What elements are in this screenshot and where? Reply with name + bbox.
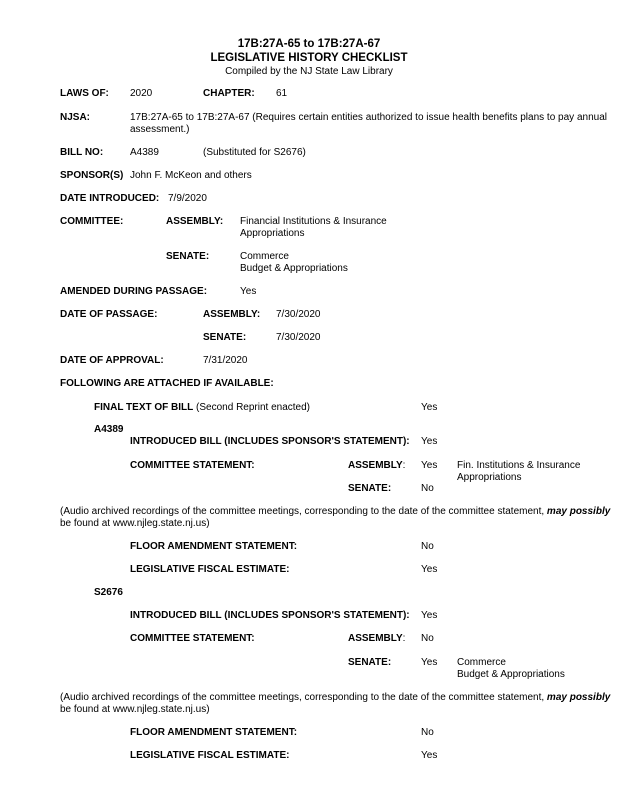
committee-senate-label: SENATE:	[166, 251, 210, 262]
bill-no-value: A4389	[130, 147, 159, 158]
audio-note-2-line-2: be found at www.njleg.state.nj.us)	[60, 704, 210, 715]
a4389-assembly-note-2: Appropriations	[457, 472, 522, 483]
a4389-fiscal-label: LEGISLATIVE FISCAL ESTIMATE:	[130, 564, 290, 575]
s2676-assembly-value: No	[421, 633, 434, 644]
amended-label: AMENDED DURING PASSAGE:	[60, 286, 208, 297]
date-of-passage-label: DATE OF PASSAGE:	[60, 309, 158, 320]
a4389-introduced-label: INTRODUCED BILL (INCLUDES SPONSOR'S STATEMENT):	[130, 436, 410, 447]
committee-senate-1: Commerce	[240, 251, 289, 262]
s2676-senate-note-2: Budget & Appropriations	[457, 669, 565, 680]
date-introduced-value: 7/9/2020	[168, 193, 207, 204]
final-text-row	[94, 402, 310, 414]
final-text-note: (Second Reprint enacted)	[193, 402, 310, 413]
a4389-floor-value: No	[421, 541, 434, 552]
sponsor-value: John F. McKeon and others	[130, 170, 252, 181]
s2676-floor-value: No	[421, 727, 434, 738]
njsa-line-1: 17B:27A-65 to 17B:27A-67 (Requires certain entities authorized to issue health benefits plans to pay annual	[130, 112, 607, 123]
a4389-assembly-value: Yes	[421, 460, 438, 471]
audio-note-1	[60, 506, 610, 518]
passage-senate-label: SENATE:	[203, 332, 247, 343]
date-introduced-label: DATE INTRODUCED:	[60, 193, 160, 204]
s2676-introduced-label: INTRODUCED BILL (INCLUDES SPONSOR'S STATEMENT):	[130, 610, 410, 621]
a4389-committee-label: COMMITTEE STATEMENT:	[130, 460, 255, 471]
final-text-value: Yes	[421, 402, 438, 413]
s2676-label: S2676	[94, 587, 123, 598]
a4389-fiscal-value: Yes	[421, 564, 438, 575]
njsa-line-2: assessment.)	[130, 124, 190, 135]
committee-assembly-2: Appropriations	[240, 228, 305, 239]
audio-note-2-text: (Audio archived recordings of the committee meetings, corresponding to the date of the committee statement,	[60, 692, 547, 703]
page-subtitle: LEGISLATIVE HISTORY CHECKLIST	[210, 52, 408, 64]
s2676-fiscal-label: LEGISLATIVE FISCAL ESTIMATE:	[130, 750, 290, 761]
committee-label: COMMITTEE:	[60, 216, 124, 227]
audio-note-2-emph: may possibly	[546, 692, 611, 703]
laws-of-year: 2020	[130, 88, 153, 99]
audio-note-2	[60, 692, 610, 704]
compiled-by: Compiled by the NJ State Law Library	[225, 66, 393, 77]
passage-assembly-date: 7/30/2020	[276, 309, 321, 320]
a4389-assembly-colon: :	[402, 460, 406, 471]
attached-heading: FOLLOWING ARE ATTACHED IF AVAILABLE:	[60, 378, 274, 389]
audio-note-1-text: (Audio archived recordings of the committee meetings, corresponding to the date of the committee statement,	[60, 506, 547, 517]
bill-no-label: BILL NO:	[60, 147, 104, 158]
s2676-introduced-value: Yes	[421, 610, 438, 621]
a4389-label: A4389	[94, 424, 124, 435]
s2676-senate-label: SENATE:	[348, 657, 392, 668]
chapter-label: CHAPTER:	[203, 88, 255, 99]
s2676-senate-value: Yes	[421, 657, 438, 668]
committee-senate-2: Budget & Appropriations	[240, 263, 348, 274]
date-of-approval-value: 7/31/2020	[203, 355, 248, 366]
amended-value: Yes	[240, 286, 257, 297]
laws-of-label: LAWS OF:	[60, 88, 109, 99]
s2676-fiscal-value: Yes	[421, 750, 438, 761]
substituted-for: (Substituted for S2676)	[203, 147, 306, 158]
chapter-value: 61	[276, 88, 288, 99]
page-title: 17B:27A-65 to 17B:27A-67	[237, 38, 381, 50]
final-text-label: FINAL TEXT OF BILL	[94, 402, 194, 413]
committee-assembly-1: Financial Institutions & Insurance	[240, 216, 387, 227]
a4389-senate-label: SENATE:	[348, 483, 392, 494]
s2676-assembly-label: ASSEMBLY	[348, 633, 403, 644]
a4389-assembly-row	[348, 460, 405, 472]
date-of-approval-label: DATE OF APPROVAL:	[60, 355, 164, 366]
sponsor-label: SPONSOR(S)	[60, 170, 124, 181]
committee-assembly-label: ASSEMBLY:	[166, 216, 224, 227]
s2676-floor-label: FLOOR AMENDMENT STATEMENT:	[130, 727, 298, 738]
s2676-committee-label: COMMITTEE STATEMENT:	[130, 633, 255, 644]
a4389-senate-value: No	[421, 483, 434, 494]
s2676-senate-note-1: Commerce	[457, 657, 506, 668]
s2676-assembly-colon: :	[402, 633, 406, 644]
njsa-label: NJSA:	[60, 112, 91, 123]
passage-assembly-label: ASSEMBLY:	[203, 309, 261, 320]
s2676-assembly-row	[348, 633, 405, 645]
a4389-assembly-label: ASSEMBLY	[348, 460, 403, 471]
a4389-floor-label: FLOOR AMENDMENT STATEMENT:	[130, 541, 298, 552]
a4389-introduced-value: Yes	[421, 436, 438, 447]
audio-note-1-line-2: be found at www.njleg.state.nj.us)	[60, 518, 210, 529]
a4389-assembly-note-1: Fin. Institutions & Insurance	[457, 460, 581, 471]
audio-note-1-emph: may possibly	[546, 506, 611, 517]
passage-senate-date: 7/30/2020	[276, 332, 321, 343]
